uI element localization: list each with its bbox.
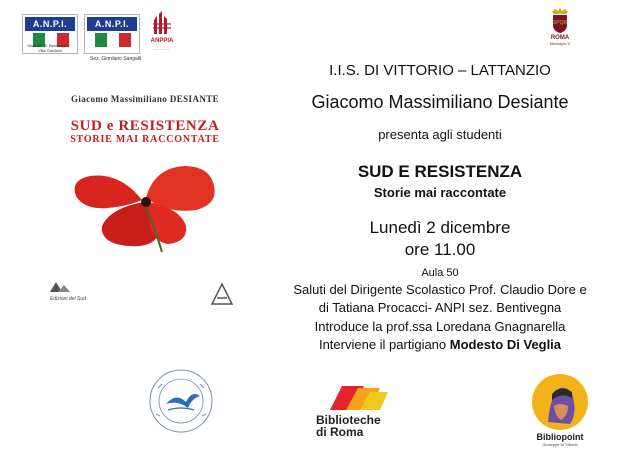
event-author: Giacomo Massimiliano Desiante xyxy=(311,92,569,112)
publisher-icon xyxy=(48,280,72,294)
anppia-tagline: — — — — xyxy=(154,47,170,51)
books-stack-icon xyxy=(324,380,394,414)
book-cover xyxy=(30,84,260,334)
anpi-logo-label: A.N.P.I. xyxy=(25,17,75,31)
publisher-logo xyxy=(48,280,88,310)
speaker-line xyxy=(260,337,620,352)
bibliopoint-logo xyxy=(528,372,592,450)
anpi-logo-caption: Sezione "B. Bentivegna" - Villa Gordiani xyxy=(27,43,73,53)
anppia-emblem-icon xyxy=(151,10,173,36)
event-title: SUD E RESISTENZA xyxy=(357,162,523,181)
library-label-line-1: Biblioteche xyxy=(316,413,381,427)
school-name: I.I.S. DI VITTORIO – LATTANZIO xyxy=(329,62,551,79)
greetings-line-2: di Tatiana Procacci- ANPI sez. Bentivegna xyxy=(318,300,562,315)
series-logo-icon xyxy=(208,280,236,306)
book-title: SUD e RESISTENZA xyxy=(70,118,220,134)
speaker-prefix: Interviene il partigiano xyxy=(318,337,447,352)
introduction-line: Introduce la prof.ssa Loredana Gnagnarella xyxy=(314,319,566,334)
presents-text: presenta agli studenti xyxy=(378,127,502,142)
event-date: Lunedì 2 dicembre xyxy=(369,218,511,237)
municipio-label: Municipio V xyxy=(549,41,571,46)
school-seal-icon xyxy=(148,368,214,434)
publisher-label: Edizioni del Sud xyxy=(50,296,86,302)
biblioteche-di-roma-logo xyxy=(304,380,414,440)
library-label xyxy=(316,414,381,438)
svg-text:SPQR: SPQR xyxy=(552,20,568,26)
event-room: Aula 50 xyxy=(421,267,459,279)
poppy-flower-icon xyxy=(50,152,240,252)
event-time: ore 11.00 xyxy=(404,240,476,259)
roma-crest-icon xyxy=(550,8,570,34)
roma-municipio-logo xyxy=(540,8,580,56)
roma-label: ROMA xyxy=(550,35,570,41)
anpi-logo-label: A.N.P.I. xyxy=(87,17,137,31)
bibliopoint-label: Bibliopoint xyxy=(536,432,584,442)
bibliopoint-sublabel: Giuseppe Di Vittorio xyxy=(542,442,578,447)
book-subtitle: STORIE MAI RACCONTATE xyxy=(70,134,220,145)
speaker-name: Modesto Di Veglia xyxy=(449,337,562,352)
portrait-icon xyxy=(528,372,592,432)
library-label-line-2: di Roma xyxy=(316,425,364,439)
anppia-logo xyxy=(144,10,180,60)
anpi-logo-sangalli xyxy=(84,14,140,54)
greetings-line-1: Saluti del Dirigente Scolastico Prof. Claudio Dore e xyxy=(293,282,587,297)
anppia-label: ANPPIA xyxy=(150,38,174,44)
anpi-logo-caption: Sez. Giordano Sangalli xyxy=(90,56,142,62)
event-subtitle: Storie mai raccontate xyxy=(373,185,507,200)
book-author: Giacomo Massimiliano DESIANTE xyxy=(70,94,220,104)
anpi-logo-bentivegna xyxy=(22,14,78,54)
italian-flag-icon xyxy=(95,33,131,47)
